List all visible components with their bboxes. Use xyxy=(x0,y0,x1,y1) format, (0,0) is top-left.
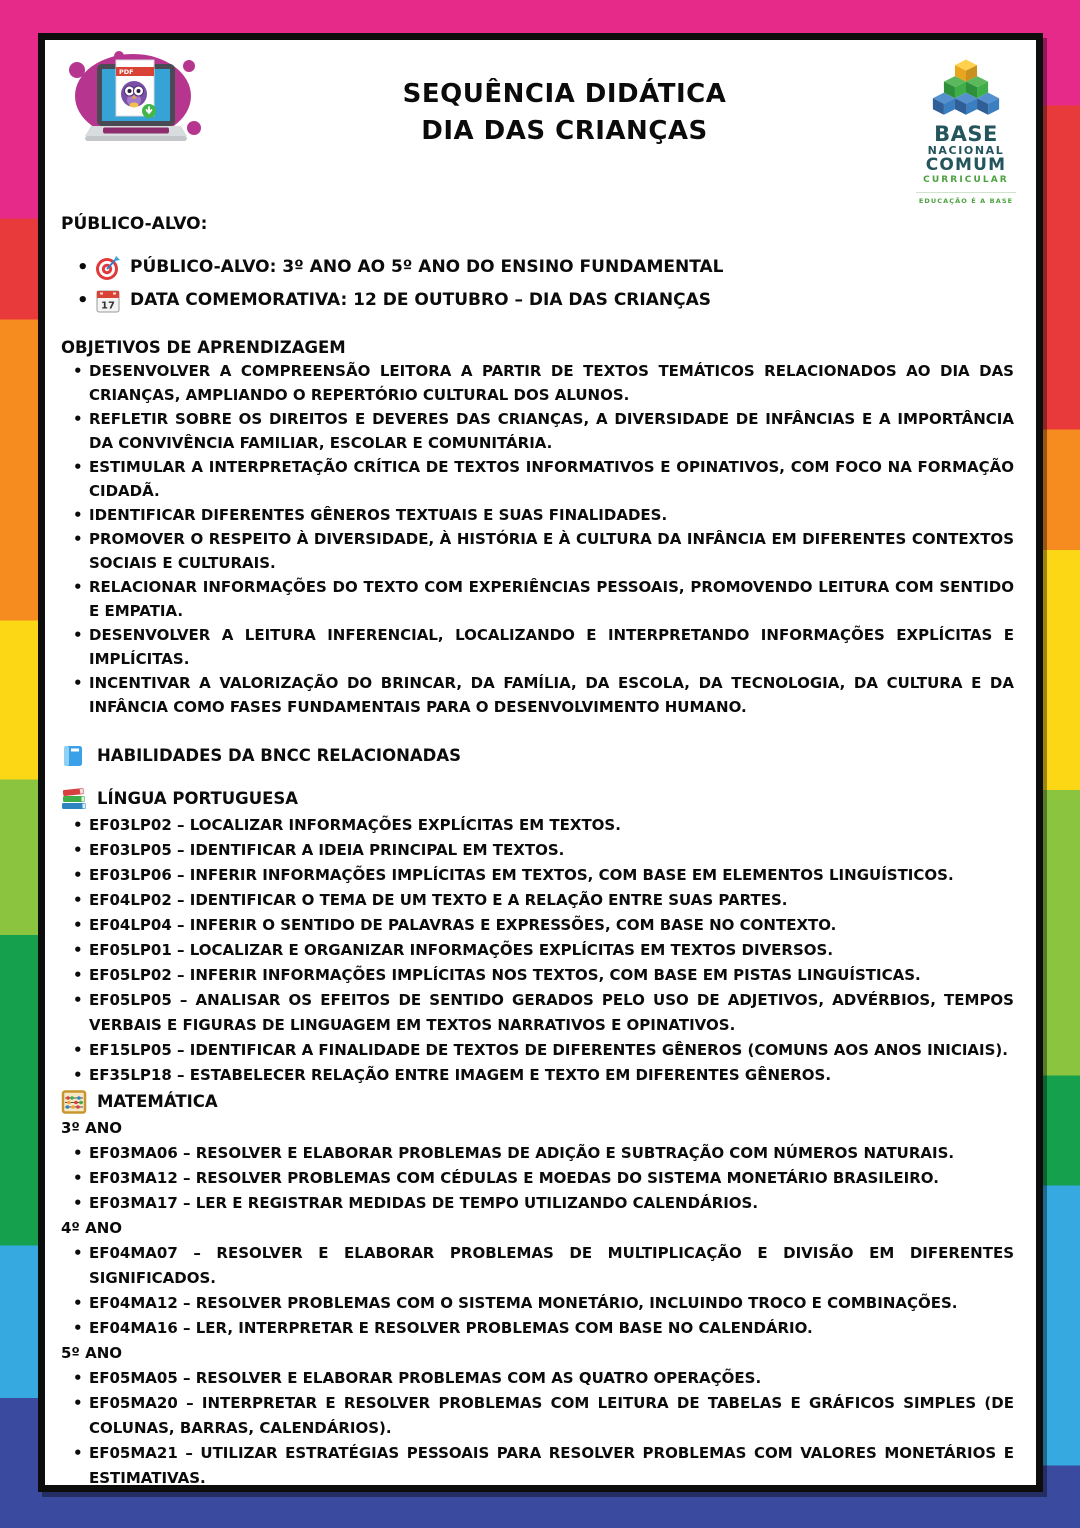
bullet-icon: • xyxy=(73,1066,83,1084)
list-item xyxy=(73,575,1014,623)
pdf-laptop-logo xyxy=(61,50,213,154)
list-item xyxy=(73,1063,1014,1088)
bullet-icon: • xyxy=(73,1369,83,1387)
list-item-text: EF03LP02 – LOCALIZAR INFORMAÇÕES EXPLÍCITAS EM TEXTOS. xyxy=(89,816,621,834)
bullet-icon: • xyxy=(73,362,83,380)
list-item xyxy=(73,359,1014,407)
list-item xyxy=(73,1191,1014,1216)
list-item xyxy=(73,1038,1014,1063)
list-item xyxy=(73,863,1014,888)
bullet-icon: • xyxy=(73,1394,83,1412)
habilidades-heading-text: HABILIDADES DA BNCC RELACIONADAS xyxy=(97,746,462,765)
grade-group-5ano xyxy=(61,1341,1016,1491)
list-item xyxy=(73,1441,1014,1491)
list-item xyxy=(73,671,1014,719)
bullet-icon: • xyxy=(73,941,83,959)
grade-5ano-list xyxy=(61,1366,1016,1491)
target-icon xyxy=(95,255,121,281)
list-item xyxy=(73,455,1014,503)
grade-group-3ano xyxy=(61,1116,1016,1216)
bncc-text-curricular: CURRICULAR xyxy=(923,175,1009,185)
list-item-text: RELACIONAR INFORMAÇÕES DO TEXTO COM EXPERIÊNCIAS PESSOAIS, PROMOVENDO LEITURA COM SENTIDO E EMPATIA. xyxy=(89,578,1014,620)
document-title xyxy=(213,50,916,150)
list-item-text: EF04MA07 – RESOLVER E ELABORAR PROBLEMAS DE MULTIPLICAÇÃO E DIVISÃO EM DIFERENTES SIGNIFICADOS. xyxy=(89,1244,1014,1287)
list-item xyxy=(73,913,1014,938)
bncc-cubes-icon xyxy=(920,56,1012,122)
list-item-text: REFLETIR SOBRE OS DIREITOS E DEVERES DAS CRIANÇAS, A DIVERSIDADE DE INFÂNCIAS E A IMPORTÂNCIA DA CONVIVÊNCIA FAMILIAR, ESCOLAR E COMUNITÁRIA. xyxy=(89,410,1014,452)
bncc-text-base: BASE xyxy=(934,122,998,146)
bullet-icon: • xyxy=(77,257,89,278)
calendar-day: 17 xyxy=(101,300,115,311)
info-item-publico-alvo xyxy=(77,251,1016,284)
list-item xyxy=(73,963,1014,988)
matematica-heading xyxy=(61,1088,1016,1116)
list-item-text: EF03MA06 – RESOLVER E ELABORAR PROBLEMAS DE ADIÇÃO E SUBTRAÇÃO COM NÚMEROS NATURAIS. xyxy=(89,1144,955,1162)
list-item-text: DESENVOLVER A COMPREENSÃO LEITORA A PARTIR DE TEXTOS TEMÁTICOS RELACIONADOS AO DIA DAS CRIANÇAS, AMPLIANDO O REPERTÓRIO CULTURAL DOS ALUNOS. xyxy=(89,362,1014,404)
blue-book-icon xyxy=(61,744,87,768)
bncc-tagline: EDUCAÇÃO É A BASE xyxy=(916,192,1016,205)
info-list xyxy=(61,251,1016,317)
bullet-icon: • xyxy=(73,1169,83,1187)
list-item xyxy=(73,988,1014,1038)
bullet-icon: • xyxy=(77,290,89,311)
lingua-portuguesa-list xyxy=(61,813,1016,1088)
list-item xyxy=(73,1366,1014,1391)
list-item-text: INCENTIVAR A VALORIZAÇÃO DO BRINCAR, DA FAMÍLIA, DA ESCOLA, DA TECNOLOGIA, DA CULTURA E DA INFÂNCIA COMO FASES FUNDAMENTAIS PARA O DESENVOLVIMENTO HUMANO. xyxy=(89,674,1014,716)
list-item xyxy=(73,838,1014,863)
list-item xyxy=(73,938,1014,963)
bncc-logo xyxy=(916,50,1016,205)
pdf-label: PDF xyxy=(119,68,134,76)
bullet-icon: • xyxy=(73,841,83,859)
bullet-icon: • xyxy=(73,674,83,692)
grade-group-4ano xyxy=(61,1216,1016,1341)
list-item xyxy=(73,1391,1014,1441)
bullet-icon: • xyxy=(73,410,83,428)
bullet-icon: • xyxy=(73,1294,83,1312)
bullet-icon: • xyxy=(73,891,83,909)
list-item-text: EF05LP02 – INFERIR INFORMAÇÕES IMPLÍCITAS NOS TEXTOS, COM BASE EM PISTAS LINGUÍSTICAS. xyxy=(89,966,921,984)
bullet-icon: • xyxy=(73,1444,83,1462)
info-item-text: PÚBLICO-ALVO: 3º ANO AO 5º ANO DO ENSINO FUNDAMENTAL xyxy=(130,257,724,277)
bullet-icon: • xyxy=(73,1319,83,1337)
list-item xyxy=(73,888,1014,913)
list-item xyxy=(73,527,1014,575)
list-item xyxy=(73,623,1014,671)
calendar-icon xyxy=(95,288,121,314)
bullet-icon: • xyxy=(73,916,83,934)
bullet-icon: • xyxy=(73,1244,83,1262)
objectives-list xyxy=(61,359,1016,719)
list-item xyxy=(73,407,1014,455)
list-item-text: EF35LP18 – ESTABELECER RELAÇÃO ENTRE IMAGEM E TEXTO EM DIFERENTES GÊNEROS. xyxy=(89,1066,832,1084)
list-item-text: EF03LP05 – IDENTIFICAR A IDEIA PRINCIPAL EM TEXTOS. xyxy=(89,841,565,859)
list-item-text: DESENVOLVER A LEITURA INFERENCIAL, LOCALIZANDO E INTERPRETANDO INFORMAÇÕES EXPLÍCITAS E IMPLÍCITAS. xyxy=(89,626,1014,668)
list-item-text: EF15LP05 – IDENTIFICAR A FINALIDADE DE TEXTOS DE DIFERENTES GÊNEROS (COMUNS AOS ANOS INICIAIS). xyxy=(89,1041,1008,1059)
download-icon xyxy=(142,104,156,118)
list-item-text: EF04MA16 – LER, INTERPRETAR E RESOLVER PROBLEMAS COM BASE NO CALENDÁRIO. xyxy=(89,1319,813,1337)
habilidades-heading xyxy=(61,743,1016,769)
list-item xyxy=(73,503,1014,527)
objectives-heading: OBJETIVOS DE APRENDIZAGEM xyxy=(61,338,346,357)
grade-3ano-list xyxy=(61,1141,1016,1216)
list-item-text: EF05LP05 – ANALISAR OS EFEITOS DE SENTIDO GERADOS PELO USO DE ADJETIVOS, ADVÉRBIOS, TEMPOS VERBAIS E FIGURAS DE LINGUAGEM EM TEXTOS NARRATIVOS E OPINATIVOS. xyxy=(89,991,1014,1034)
list-item-text: EF04LP02 – IDENTIFICAR O TEMA DE UM TEXTO E A RELAÇÃO ENTRE SUAS PARTES. xyxy=(89,891,788,909)
list-item-text: PROMOVER O RESPEITO À DIVERSIDADE, À HISTÓRIA E À CULTURA DA INFÂNCIA EM DIFERENTES CONTEXTOS SOCIAIS E CULTURAIS. xyxy=(89,530,1014,572)
list-item xyxy=(73,1166,1014,1191)
abacus-icon xyxy=(61,1090,87,1114)
bullet-icon: • xyxy=(73,1194,83,1212)
publico-alvo-label: PÚBLICO-ALVO: xyxy=(61,214,208,234)
list-item-text: EF05MA20 – INTERPRETAR E RESOLVER PROBLEMAS COM LEITURA DE TABELAS E GRÁFICOS SIMPLES (DE COLUNAS, BARRAS, CALENDÁRIOS). xyxy=(89,1394,1014,1437)
list-item xyxy=(73,1316,1014,1341)
grade-4ano-list xyxy=(61,1241,1016,1341)
lingua-portuguesa-heading xyxy=(61,785,1016,813)
matematica-heading-text: MATEMÁTICA xyxy=(97,1092,218,1111)
bullet-icon: • xyxy=(73,506,83,524)
bullet-icon: • xyxy=(73,991,83,1009)
list-item-text: ESTIMULAR A INTERPRETAÇÃO CRÍTICA DE TEXTOS INFORMATIVOS E OPINATIVOS, COM FOCO NA FORMAÇÃO CIDADÃ. xyxy=(89,458,1014,500)
document-header xyxy=(61,50,1016,205)
info-item-text: DATA COMEMORATIVA: 12 DE OUTUBRO – DIA DAS CRIANÇAS xyxy=(130,290,711,310)
bncc-text-comum: COMUM xyxy=(925,155,1007,175)
grade-label: 5º ANO xyxy=(61,1344,123,1362)
lingua-portuguesa-heading-text: LÍNGUA PORTUGUESA xyxy=(97,789,299,808)
list-item-text: EF04MA12 – RESOLVER PROBLEMAS COM O SISTEMA MONETÁRIO, INCLUINDO TROCO E COMBINAÇÕES. xyxy=(89,1294,958,1312)
list-item xyxy=(73,1291,1014,1316)
list-item xyxy=(73,813,1014,838)
grade-label: 3º ANO xyxy=(61,1119,123,1137)
bullet-icon: • xyxy=(73,578,83,596)
list-item-text: IDENTIFICAR DIFERENTES GÊNEROS TEXTUAIS E SUAS FINALIDADES. xyxy=(89,506,668,524)
title-line-1: SEQUÊNCIA DIDÁTICA xyxy=(402,79,727,109)
list-item-text: EF03MA17 – LER E REGISTRAR MEDIDAS DE TEMPO UTILIZANDO CALENDÁRIOS. xyxy=(89,1194,759,1212)
document-page xyxy=(38,33,1043,1492)
list-item-text: EF05MA21 – UTILIZAR ESTRATÉGIAS PESSOAIS PARA RESOLVER PROBLEMAS COM VALORES MONETÁRIOS E ESTIMATIVAS. xyxy=(89,1444,1014,1487)
bullet-icon: • xyxy=(73,1041,83,1059)
bullet-icon: • xyxy=(73,530,83,548)
bullet-icon: • xyxy=(73,966,83,984)
bncc-text-nacional: NACIONAL xyxy=(927,144,1005,157)
list-item-text: EF05LP01 – LOCALIZAR E ORGANIZAR INFORMAÇÕES EXPLÍCITAS EM TEXTOS DIVERSOS. xyxy=(89,941,834,959)
title-line-2: DIA DAS CRIANÇAS xyxy=(421,116,708,146)
bullet-icon: • xyxy=(73,816,83,834)
info-item-data-comemorativa xyxy=(77,284,1016,317)
list-item-text: EF05MA05 – RESOLVER E ELABORAR PROBLEMAS COM AS QUATRO OPERAÇÕES. xyxy=(89,1369,762,1387)
list-item-text: EF03LP06 – INFERIR INFORMAÇÕES IMPLÍCITAS EM TEXTOS, COM BASE EM ELEMENTOS LINGUÍSTICOS. xyxy=(89,866,954,884)
list-item-text: EF03MA12 – RESOLVER PROBLEMAS COM CÉDULAS E MOEDAS DO SISTEMA MONETÁRIO BRASILEIRO. xyxy=(89,1169,939,1187)
books-stack-icon xyxy=(61,787,87,811)
list-item xyxy=(73,1241,1014,1291)
bullet-icon: • xyxy=(73,866,83,884)
bullet-icon: • xyxy=(73,626,83,644)
grade-label: 4º ANO xyxy=(61,1219,123,1237)
list-item-text: EF04LP04 – INFERIR O SENTIDO DE PALAVRAS E EXPRESSÕES, COM BASE NO CONTEXTO. xyxy=(89,916,837,934)
bullet-icon: • xyxy=(73,458,83,476)
bullet-icon: • xyxy=(73,1144,83,1162)
list-item xyxy=(73,1141,1014,1166)
